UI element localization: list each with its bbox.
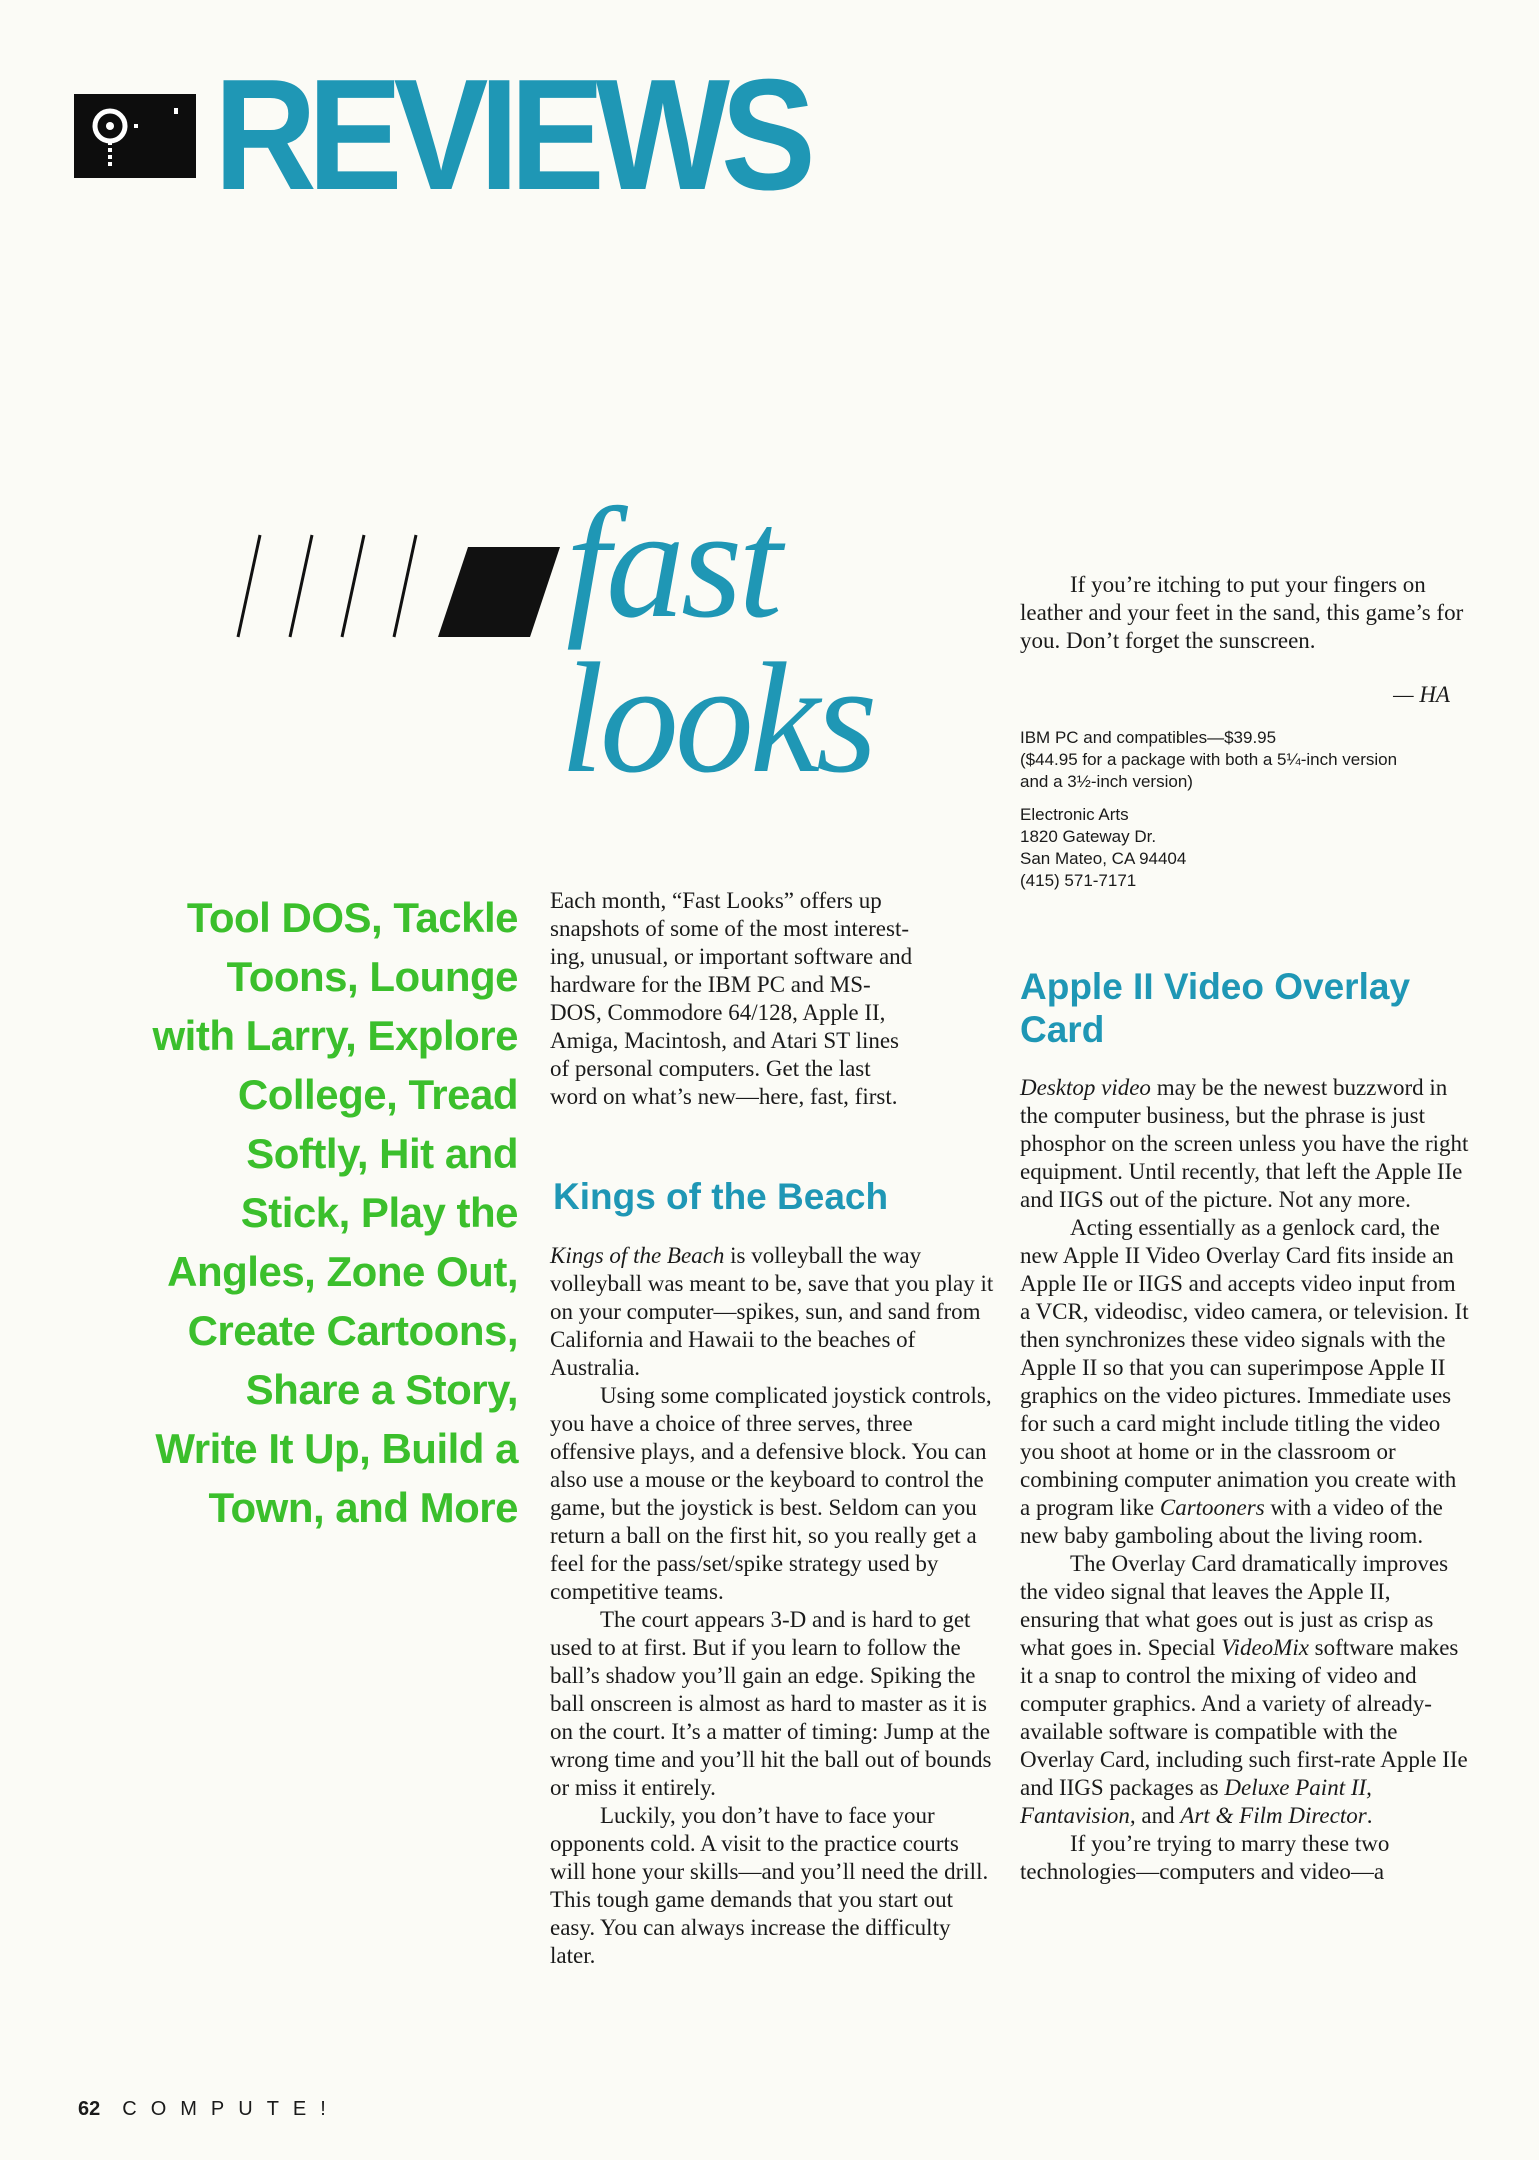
intro-paragraph [550, 887, 994, 1111]
intro-line: word on what’s new—here, fast, first. [550, 1084, 898, 1109]
intro-line: Each month, “Fast Looks” offers up [550, 888, 882, 913]
section-title: REVIEWS [214, 47, 807, 223]
teaser-line: Toons, Lounge [226, 953, 518, 1000]
publisher-line: (415) 571-7171 [1020, 871, 1137, 890]
page-number: 62 [78, 2098, 101, 2120]
kings-paragraph: Using some complicated joystick controls, you have a choice of three serves, three offensive plays, and a defensive block. You can also use a mouse or the keyboard to control the game, but the joystick is best. Seldom can you return a ball on the first hit, so you really get a feel for the pass/set/spike strategy used by competitive teams. [550, 1383, 992, 1604]
price-line: ($44.95 for a package with both a 5¼-inch version [1020, 750, 1398, 769]
intro-line: snapshots of some of the most interest- [550, 916, 910, 941]
apple-title-line: Apple II Video Overlay [1020, 966, 1411, 1007]
intro-line: DOS, Commodore 64/128, Apple II, [550, 1000, 886, 1025]
kings-paragraph: Kings of the Beach is volleyball the way volleyball was meant to be, save that you play it on your computer—spikes, sun, and sand from California and Hawaii to the beaches of Australia. [550, 1243, 994, 1380]
kings-paragraph: If you’re itching to put your fingers on leather and your feet in the sand, this game’s for you. Don’t forget the sunscreen. [1020, 572, 1464, 653]
intro-line: Amiga, Macintosh, and Atari ST lines [550, 1028, 900, 1053]
teaser-line: Stick, Play the [240, 1189, 518, 1236]
kings-title: Kings of the Beach [553, 1176, 889, 1217]
teaser-line: Softly, Hit and [246, 1130, 518, 1177]
teaser-headline [62, 888, 518, 1537]
masthead-fast: fast [566, 476, 779, 651]
teaser-line: College, Tread [237, 1071, 518, 1118]
teaser-line: Tool DOS, Tackle [186, 894, 518, 941]
intro-line: of personal computers. Get the last [550, 1056, 871, 1081]
reviews-section-icon [74, 94, 196, 178]
publisher-line: Electronic Arts [1020, 805, 1129, 824]
magazine-name: COMPUTE! [122, 2098, 340, 2120]
apple-title-line: Card [1020, 1008, 1105, 1050]
publisher-info [1020, 804, 1460, 892]
teaser-line: Share a Story, [245, 1366, 518, 1413]
price-line: and a 3½-inch version) [1020, 772, 1193, 791]
teaser-line: Town, and More [208, 1484, 518, 1531]
apple-paragraph: If you’re trying to marry these two technologies—computers and video—a [1020, 1831, 1390, 1884]
teaser-line: Create Cartoons, [187, 1307, 518, 1354]
apple-paragraph: Desktop video may be the newest buzzword in the computer business, but the phrase is just phosphor on the screen unless you have the right equipment. Until recently, that left the Apple IIe and IIGS out of the picture. Not any more. [1020, 1075, 1469, 1212]
kings-continuation [1020, 571, 1470, 655]
apple-title [1020, 966, 1480, 1051]
masthead-looks: looks [560, 631, 874, 806]
apple-paragraph: The Overlay Card dramatically improves the video signal that leaves the Apple II, ensuring that what goes out is just as crisp as what goes in. Special VideoMix software makes it a snap to control the mixing of video and computer graphics. And a variety of already-available software is compatible with the Overlay Card, including such first-rate Apple IIe and IIGS packages as Deluxe Paint II, Fantavision, and Art & Film Director. [1020, 1551, 1468, 1828]
teaser-line: with Larry, Explore [152, 1012, 518, 1059]
kings-paragraph: Luckily, you don’t have to face your opponents cold. A visit to the practice courts will hone your skills—and you’ll need the drill. This tough game demands that you start out easy. You can always increase the difficulty later. [550, 1803, 989, 1968]
intro-line: ing, unusual, or important software and [550, 944, 913, 969]
kings-body [550, 1242, 994, 1970]
publisher-line: San Mateo, CA 94404 [1020, 849, 1187, 868]
teaser-line: Angles, Zone Out, [167, 1248, 518, 1295]
apple-body [1020, 1074, 1470, 1886]
teaser-line: Write It Up, Build a [155, 1425, 518, 1472]
slashes-graphic [230, 525, 570, 650]
apple-paragraph: Acting essentially as a genlock card, the new Apple II Video Overlay Card fits inside an Apple IIe or IIGS and accepts video input from a VCR, videodisc, video camera, or television. It then synchronizes these video signals with the Apple II so that you can superimpose Apple II graphics on the video pictures. Immediate uses for such a card might include titling the video you shoot at home or in the classroom or combining computer animation you create with a program like Cartooners with a video of the new baby gamboling about the living room. [1020, 1215, 1469, 1548]
kings-paragraph: The court appears 3-D and is hard to get used to at first. But if you learn to follow the ball’s shadow you’ll gain an edge. Spiking the ball onscreen is almost as hard to master as it is on the court. It’s a matter of timing: Jump at the wrong time and you’ll hit the ball out of bounds or miss it entirely. [550, 1607, 992, 1800]
publisher-line: 1820 Gateway Dr. [1020, 827, 1157, 846]
page-footer [78, 2098, 340, 2121]
price-line: IBM PC and compatibles—$39.95 [1020, 728, 1277, 747]
intro-line: hardware for the IBM PC and MS- [550, 972, 871, 997]
author-signature: — HA [1393, 682, 1450, 707]
price-info [1020, 727, 1460, 793]
